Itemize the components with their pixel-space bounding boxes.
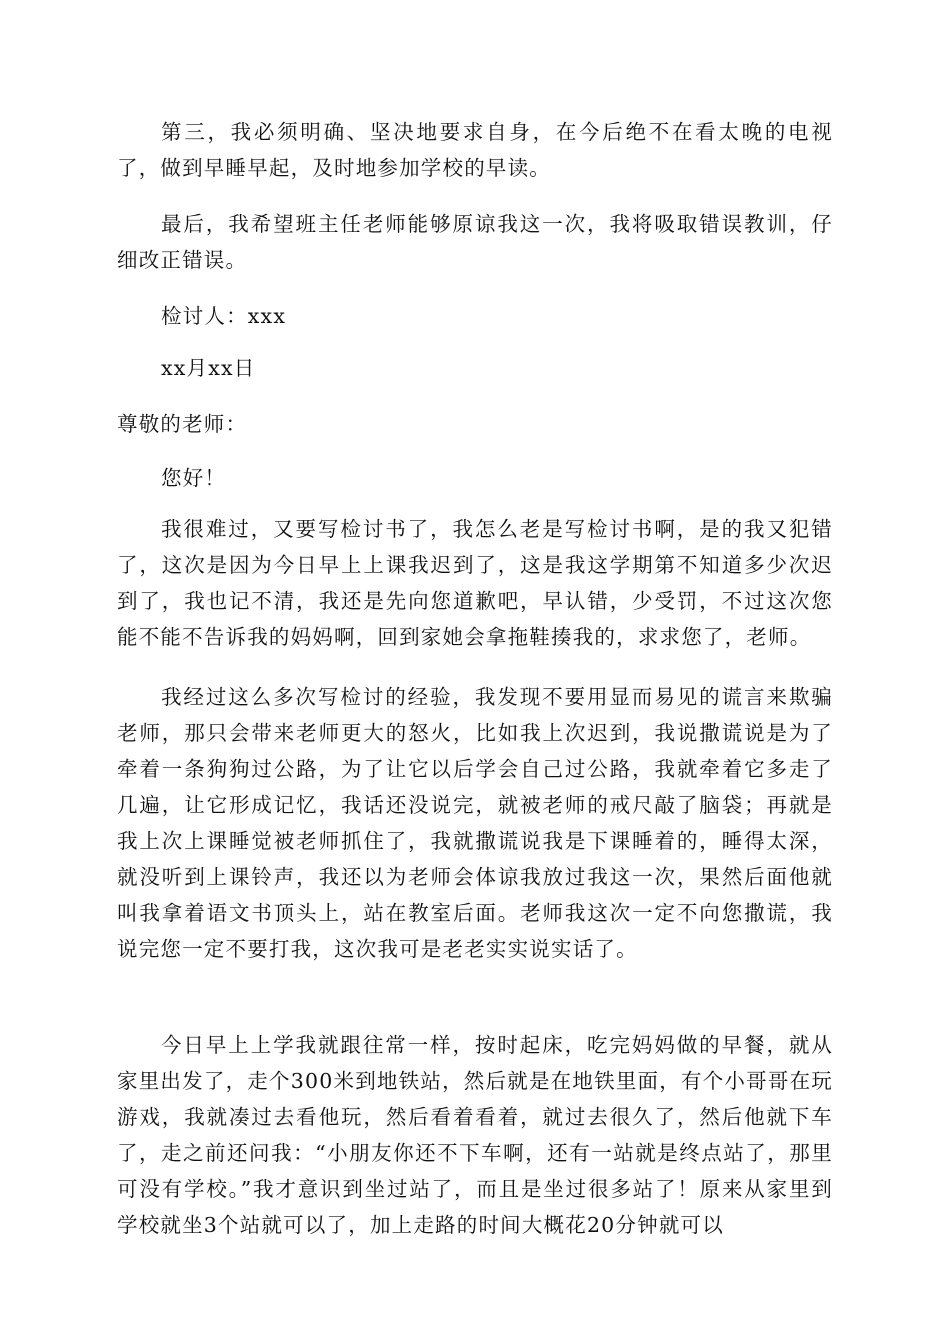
date-line: xx月xx日 [161,356,256,380]
paragraph-late-again: 我很难过，又要写检讨书了，我怎么老是写检讨书啊，是的我又犯错了，这次是因为今日早上上课我迟到了，这是我这学期第不知道多少次迟到了，我也记不清，我还是先向您道歉吧，早认错，少受罚，不过这次您能不能不告诉我的妈妈啊，回到家她会拿拖鞋揍我的，求求您了，老师。 [117,517,833,649]
salutation: 尊敬的老师： [117,412,248,436]
signature-line: 检讨人：xxx [161,304,287,328]
greeting: 您好！ [161,466,227,490]
paragraph-early-sleep: 第三，我必须明确、坚决地要求自身，在今后绝不在看太晚的电视了，做到早睡早起，及时地参加学校的早读。 [117,120,833,180]
paragraph-subway-story: 今日早上上学我就跟往常一样，按时起床，吃完妈妈做的早餐，就从家里出发了，走个300米到地铁站，然后就是在地铁里面，有个小哥哥在玩游戏，我就凑过去看他玩，然后看着看着，就过去很久了，然后他就下车了，走之前还问我：“小朋友你还不下车啊，还有一站就是终点站了，那里可没有学校。”我才意识到坐过站了，而且是坐过很多站了！原来从家里到学校就坐3个站就可以了，加上走路的时间大概花20分钟就可以 [117,1033,833,1237]
paragraph-past-lies: 我经过这么多次写检讨的经验，我发现不要用显而易见的谎言来欺骗老师，那只会带来老师更大的怒火，比如我上次迟到，我说撒谎说是为了牵着一条狗狗过公路，为了让它以后学会自己过公路，我就牵着它多走了几遍，让它形成记忆，我话还没说完，就被老师的戒尺敲了脑袋；再就是我上次上课睡觉被老师抓住了，我就撒谎说我是下课睡着的，睡得太深，就没听到上课铃声，我还以为老师会体谅我放过我这一次，果然后面他就叫我拿着语文书顶头上，站在教室后面。老师我这次一定不向您撒谎，我说完您一定不要打我，这次我可是老老实实说实话了。 [117,685,833,961]
paragraph-apology-request: 最后，我希望班主任老师能够原谅我这一次，我将吸取错误教训，仔细改正错误。 [117,212,833,272]
